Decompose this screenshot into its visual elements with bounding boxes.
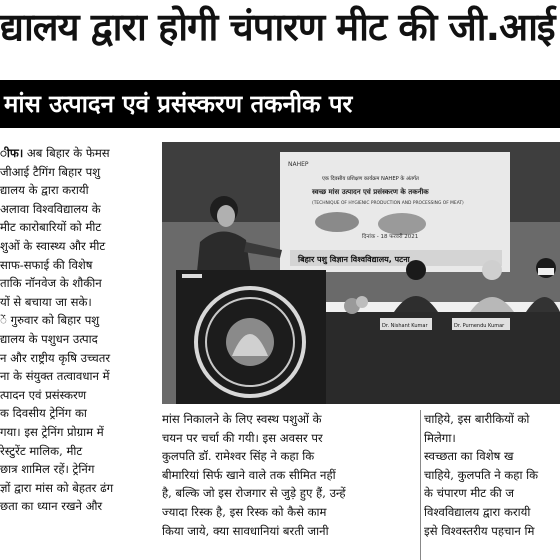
backdrop-line2: स्वच्छ मांस उत्पादन एवं प्रसंस्करण के तकनीक [312, 188, 429, 196]
left-line: ना के संयुक्त तत्वावधान में [0, 369, 110, 384]
mid-line: बीमारियां सिर्फ खाने वाले तक सीमित नहीं [162, 467, 336, 482]
dateline-lead: ीफ। [0, 146, 24, 160]
sub-headline-banner: मांस उत्पादन एवं प्रसंस्करण तकनीक पर [0, 80, 560, 128]
podium [176, 270, 326, 404]
left-line: साफ-सफाई की विशेष [0, 257, 93, 272]
left-line: गया। इस ट्रेनिंग प्रोग्राम में [0, 424, 104, 439]
headline: द्यालय द्वारा होगी चंपारण मीट की जी.आई [0, 5, 555, 49]
backdrop-date: दिनांक - 18 फरवरी 2021 [362, 234, 419, 240]
left-line: यों से बचाया जा सके। [0, 294, 92, 309]
right-line: चाहिये, इस बारीकियों को [424, 412, 530, 426]
right-line: विश्वविद्यालय द्वारा करायी [424, 504, 531, 519]
backdrop-title: एक दिवसीय प्रशिक्षण कार्यक्रम NAHEP के अंतर्गत [322, 176, 419, 182]
left-column-text [0, 144, 160, 560]
nameplate-1: Dr. Nishant Kumar [382, 323, 428, 329]
left-line: ताकि नॉनवेज के शौकीन [0, 276, 102, 291]
mid-line: चयन पर चर्चा की गयी। इस अवसर पर [162, 430, 323, 445]
left-line: शुओं के स्वास्थ्य और मीट [0, 238, 106, 253]
backdrop-line3: (TECHNIQUE OF HYGIENIC PRODUCTION AND PROCESSING OF MEAT) [312, 201, 464, 206]
mid-line: है, बल्कि जो इस रोजगार से जुड़े हुए हैं, उन्हें [162, 486, 346, 501]
left-line: रेस्टुरेंट मालिक, मीट [0, 443, 83, 458]
left-line: द्यालय के द्वारा करायी [0, 183, 89, 198]
right-column-text [424, 410, 560, 560]
left-line: ीफ। अब बिहार के फेमस [0, 146, 110, 160]
backdrop-org: बिहार पशु विज्ञान विश्वविद्यालय, पटना [298, 255, 410, 264]
event-photo [162, 142, 560, 404]
left-line: द्यालय के पशुधन उत्पाद [0, 331, 98, 346]
right-line: मिलेगा। [424, 430, 456, 445]
right-line: चाहिये, कुलपति ने कहा कि [424, 467, 539, 482]
left-line: ज्ञों द्वारा मांस को बेहतर ढंग [0, 480, 114, 495]
left-line: न और राष्ट्रीय कृषि उच्चतर [0, 350, 111, 365]
mid-line: ज्यादा रिस्क है, इस रिस्क को कैसे काम [162, 504, 327, 519]
left-line: मीट कारोबारियों को मीट [0, 220, 102, 235]
mid-line: किया जाये, क्या सावधानियां बरती जानी [162, 523, 329, 538]
left-line: क दिवसीय ट्रेनिंग का [0, 406, 87, 421]
column-divider [420, 410, 421, 560]
middle-column-text [162, 410, 420, 560]
left-line: जीआई टैगिंग बिहार पशु [0, 164, 101, 179]
left-line: अलावा विश्वविद्यालय के [0, 201, 101, 216]
left-line: त्पादन एवं प्रसंस्करण [0, 387, 87, 402]
left-line: छता का ध्यान रखने और [0, 499, 103, 514]
mid-line: मांस निकालने के लिए स्वस्थ पशुओं के [162, 412, 322, 426]
backdrop-nahep-label: NAHEP [288, 161, 309, 168]
right-line: के चंपारण मीट की ज [424, 486, 515, 501]
right-line: इसे विश्वस्तरीय पहचान मि [424, 523, 535, 538]
dais-table [326, 310, 560, 404]
left-line: ें गुरुवार को बिहार पशु [0, 313, 100, 328]
mid-line: कुलपति डॉ. रामेश्वर सिंह ने कहा कि [162, 449, 315, 464]
nameplate-2: Dr. Purnendu Kumar [454, 323, 505, 329]
left-line: छात्र शामिल रहें। ट्रेनिंग [0, 462, 95, 477]
right-line: स्वच्छता का विशेष ख [424, 449, 514, 464]
